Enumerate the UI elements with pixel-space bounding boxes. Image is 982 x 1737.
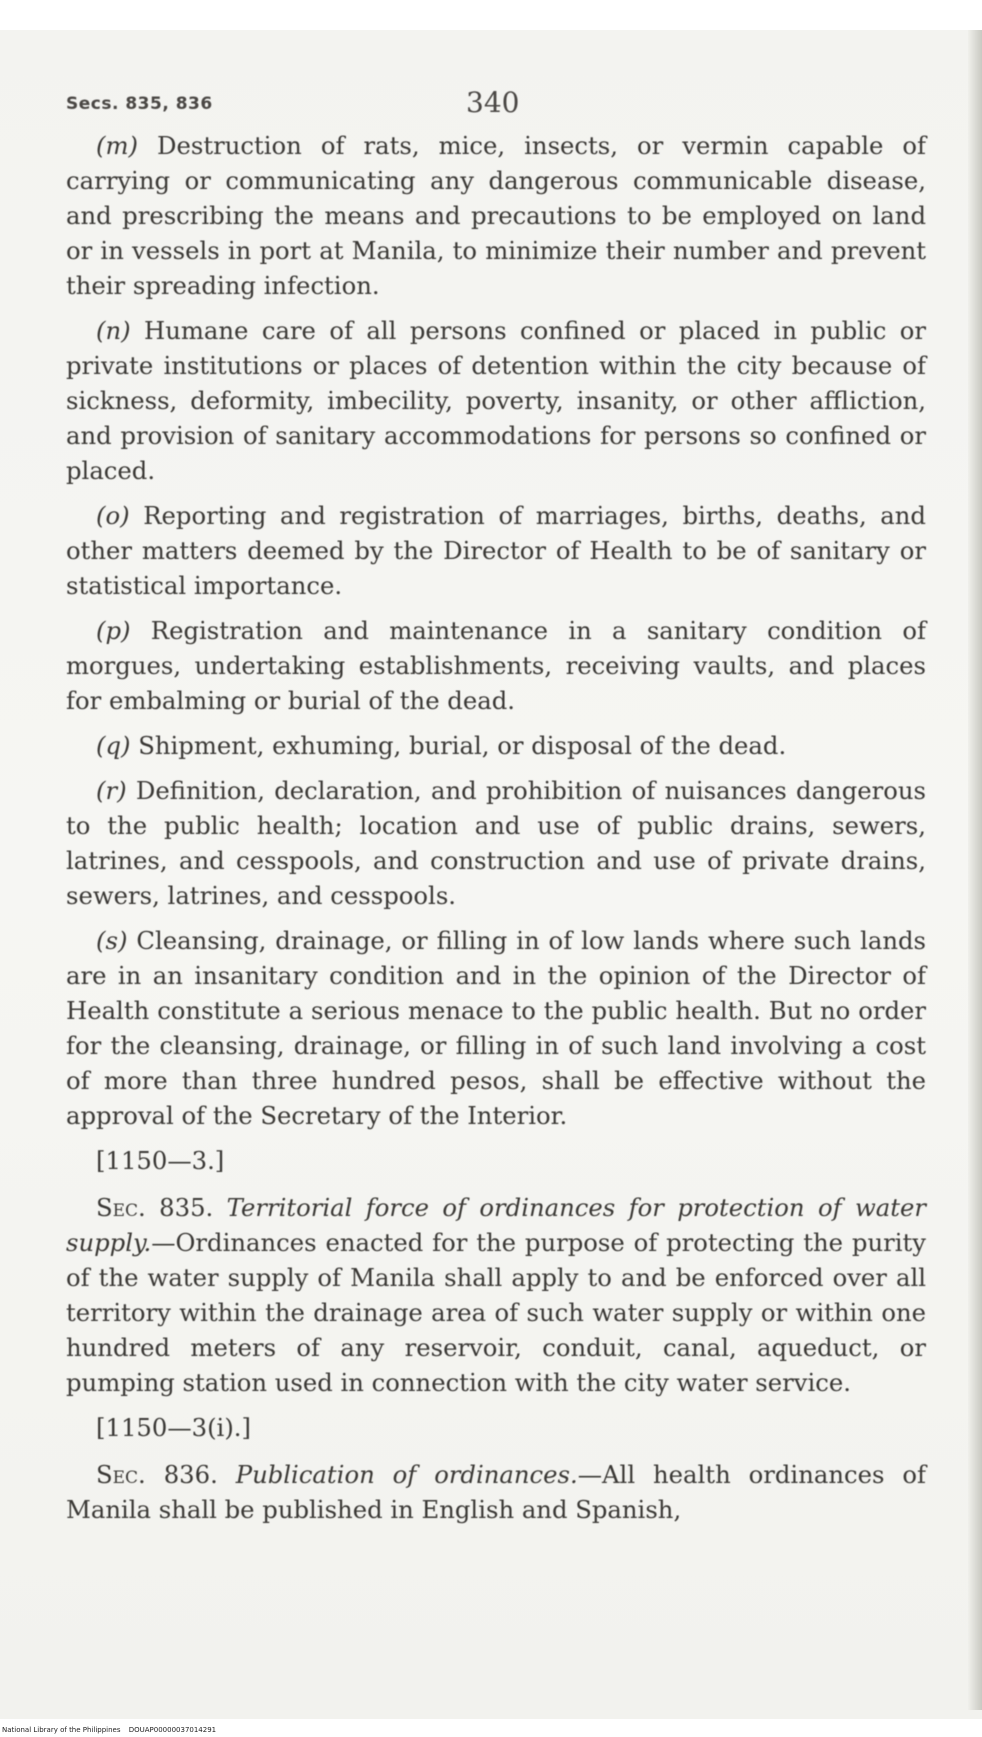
section-836 — [66, 1457, 926, 1527]
running-header — [66, 80, 926, 120]
body-text — [66, 128, 926, 1527]
paragraph-n — [66, 313, 926, 488]
section-835 — [66, 1190, 926, 1400]
section-text: —Ordinances enacted for the purpose of protecting the purity of the water supply of Manila shall apply to and be enforced over all territory within the drainage area of such water supply or within one hundred meters of any reservoir, conduit, canal, aqueduct, or pumping station used in connection with the city water service. — [66, 1228, 926, 1397]
section-text: —All health ordinances of Manila shall be published in English and Spanish, — [66, 1460, 926, 1524]
item-text: Humane care of all persons confined or placed in public or private institutions or places of detention within the city because of sickness, deformity, imbecility, poverty, insanity, or other affliction, and provision of sanitary accommodations for persons so confined or placed. — [66, 316, 926, 485]
section-label: Sec. 835. — [96, 1193, 214, 1222]
item-text: Shipment, exhuming, burial, or disposal of the dead. — [130, 731, 787, 760]
page-number: 340 — [466, 86, 520, 119]
citation: [1150—3.] — [96, 1146, 225, 1175]
paragraph-m — [66, 128, 926, 303]
section-title: Publication of ordinances. — [217, 1460, 578, 1489]
scan-footer — [2, 1726, 216, 1734]
record-id: DOUAP00000037014291 — [128, 1726, 217, 1734]
item-label: (o) — [96, 501, 130, 530]
item-label: (n) — [96, 316, 131, 345]
paragraph-r — [66, 773, 926, 913]
item-label: (r) — [96, 776, 127, 805]
item-label: (m) — [96, 131, 138, 160]
paragraph-o — [66, 498, 926, 603]
item-label: (p) — [96, 616, 131, 645]
item-text: Destruction of rats, mice, insects, or vermin capable of carrying or communicating any dangerous communicable disease, and prescribing the means and precautions to be employed on land or in vessels in port at Manila, to minimize their number and prevent their spreading infection. — [66, 131, 926, 300]
item-text: Definition, declaration, and prohibition of nuisances dangerous to the public health; location and use of public drains, sewers, latrines, and cesspools, and construction and use of private drains, sewers, latrines, and cesspools. — [66, 776, 926, 910]
citation: [1150—3(i).] — [96, 1413, 251, 1442]
top-margin — [0, 0, 982, 30]
item-text: Registration and maintenance in a sanitary condition of morgues, undertaking establishments, receiving vaults, and places for embalming or burial of the dead. — [66, 616, 926, 715]
book-page — [66, 80, 926, 1537]
section-label: Sec. 836. — [96, 1460, 218, 1489]
paragraph-q — [66, 728, 926, 763]
page-edge-shadow — [968, 30, 982, 1710]
section-title: Territorial force of ordinances for protection of water supply. — [66, 1193, 927, 1257]
item-text: Reporting and registration of marriages, births, deaths, and other matters deemed by the Director of Health to be of sanitary or statistical importance. — [66, 501, 926, 600]
paragraph-s — [66, 923, 926, 1133]
paragraph-p — [66, 613, 926, 718]
item-text: Cleansing, drainage, or filling in of low lands where such lands are in an insanitary condition and in the opinion of the Director of Health constitute a serious menace to the public health. But no order for the cleansing, drainage, or filling in of such land involving a cost of more than three hundred pesos, shall be effective without the approval of the Secretary of the Interior. — [66, 926, 926, 1130]
section-range: Secs. 835, 836 — [66, 94, 213, 114]
library-name: National Library of the Philippines — [2, 1726, 121, 1734]
item-label: (q) — [96, 731, 131, 760]
item-label: (s) — [96, 926, 128, 955]
